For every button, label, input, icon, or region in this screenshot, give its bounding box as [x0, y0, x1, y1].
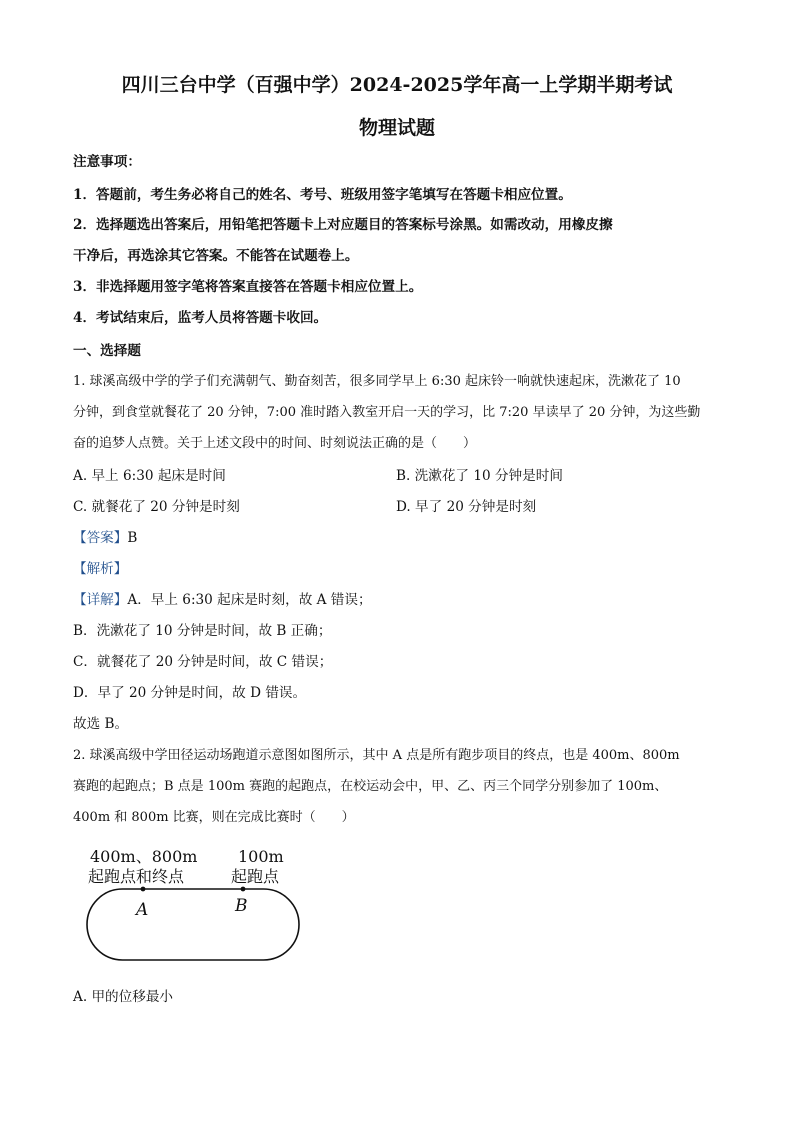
notice-item-2-cont: 干净后，再选涂其它答案。不能答在试题卷上。	[73, 248, 359, 264]
q1-stem-line-3: 奋的追梦人点赞。关于上述文段中的时间、时刻说法正确的是（ ）	[73, 436, 477, 451]
q1-stem-line-1: 1. 球溪高级中学的学子们充满朝气、勤奋刻苦，很多同学早上 6:30 起床铃一响就快速起床，洗漱花了 10	[73, 374, 681, 389]
figure-label-b-line2: 起跑点	[231, 867, 280, 886]
q1-detail-line-c: C．就餐花了 20 分钟是时间，故 C 错误；	[73, 654, 333, 670]
track-figure	[80, 842, 310, 967]
figure-label-a-line2: 起跑点和终点	[88, 867, 185, 886]
point-b-label: B	[235, 896, 248, 916]
figure-label-a-line1: 400m、800m	[90, 847, 198, 866]
q1-option-d: D. 早了 20 分钟是时刻	[396, 499, 537, 515]
q1-option-a: A. 早上 6:30 起床是时间	[73, 468, 226, 484]
running-track	[87, 889, 299, 960]
q1-answer-line	[73, 526, 137, 546]
analysis-tag: 【解析】	[73, 561, 128, 577]
point-b-marker	[241, 887, 246, 892]
q1-detail-line-a	[73, 588, 372, 608]
q2-stem-line-2: 赛跑的起跑点；B 点是 100m 赛跑的起跑点，在校运动会中，甲、乙、丙三个同学分别参加了 100m、	[73, 779, 668, 794]
point-a-label: A	[136, 900, 149, 920]
figure-label-b-line1: 100m	[238, 847, 284, 866]
section-title: 一、选择题	[73, 343, 141, 359]
answer-tag: 【答案】	[73, 530, 128, 546]
notice-item-2: 2．选择题选出答案后，用铅笔把答题卡上对应题目的答案标号涂黑。如需改动，用橡皮擦	[73, 217, 613, 233]
q1-detail-line-d: D．早了 20 分钟是时间，故 D 错误。	[73, 685, 307, 701]
q2-option-a: A. 甲的位移最小	[73, 989, 174, 1005]
notice-item-4: 4．考试结束后，监考人员将答题卡收回。	[73, 310, 328, 326]
q1-analysis-line	[73, 557, 127, 577]
q2-stem-line-3: 400m 和 800m 比赛，则在完成比赛时（ ）	[73, 810, 355, 825]
point-a-marker	[141, 887, 146, 892]
detail-tag: 【详解】	[73, 592, 128, 608]
q1-option-b: B. 洗漱花了 10 分钟是时间	[396, 468, 563, 484]
answer-value: B	[127, 530, 138, 546]
q2-stem-line-1: 2. 球溪高级中学田径运动场跑道示意图如图所示，其中 A 点是所有跑步项目的终点，也是 400m、800m	[73, 748, 680, 763]
notice-heading: 注意事项：	[73, 154, 141, 170]
exam-subtitle: 物理试题	[358, 117, 435, 139]
detail-text-a: A．早上 6:30 起床是时刻，故 A 错误；	[127, 592, 372, 608]
q1-stem-line-2: 分钟，到食堂就餐花了 20 分钟，7:00 准时踏入教室开启一天的学习，比 7:20 早读早了 20 分钟，为这些勤	[73, 405, 701, 420]
notice-item-3: 3．非选择题用签字笔将答案直接答在答题卡相应位置上。	[73, 279, 423, 295]
notice-item-1: 1．答题前，考生务必将自己的姓名、考号、班级用签字笔填写在答题卡相应位置。	[73, 187, 572, 203]
exam-title: 四川三台中学（百强中学）2024-2025学年高一上学期半期考试	[121, 74, 673, 96]
q1-detail-line-b: B．洗漱花了 10 分钟是时间，故 B 正确；	[73, 623, 332, 639]
q1-conclusion: 故选 B。	[73, 716, 129, 732]
q1-option-c: C. 就餐花了 20 分钟是时刻	[73, 499, 240, 515]
